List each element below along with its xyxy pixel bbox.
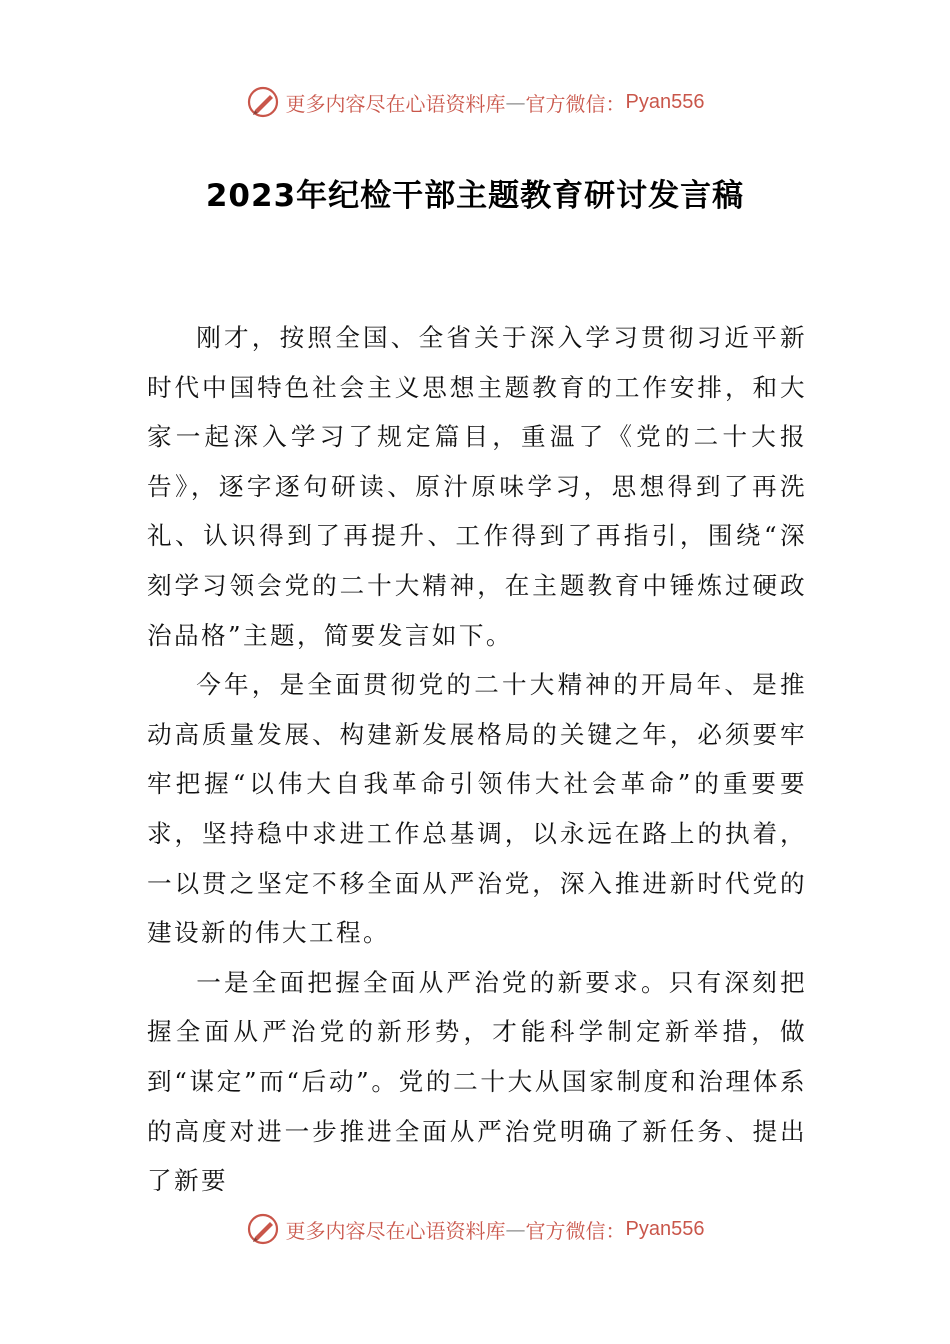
body-paragraph: 刚才，按照全国、全省关于深入学习贯彻习近平新时代中国特色社会主义思想主题教育的工作安排，和大家一起深入学习了规定篇目，重温了《党的二十大报告》，逐字逐句研读、原汁原味学习，思想得到了再洗礼、认识得到了再提升、工作得到了再指引，围绕“深刻学习领会党的二十大精神，在主题教育中锤炼过硬政治品格”主题，简要发言如下。 — [147, 323, 807, 650]
watermark-dash: — — [505, 1217, 526, 1241]
pen-logo-icon — [246, 1212, 280, 1246]
watermark-contact-id: Pyan556 — [625, 90, 705, 113]
body-paragraph: 一是全面把握全面从严治党的新要求。只有深刻把握全面从严治党的新形势，才能科学制定新举措，做到“谋定”而“后动”。党的二十大从国家制度和治理体系的高度对进一步推进全面从严治党明确了新任务、提出了新要 — [147, 967, 807, 1196]
body-paragraph: 今年，是全面贯彻党的二十大精神的开局年、是推动高质量发展、构建新发展格局的关键之年，必须要牢牢把握“以伟大自我革命引领伟大社会革命”的重要要求，坚持稳中求进工作总基调，以永远在路上的执着，一以贯之坚定不移全面从严治党，深入推进新时代党的建设新的伟大工程。 — [147, 670, 807, 948]
watermark-contact-label: 官方微信： — [525, 91, 626, 116]
watermark-text: 更多内容尽在心语资料库 — [285, 91, 506, 116]
document-title: 2023年纪检干部主题教育研讨发言稿 — [205, 178, 745, 214]
watermark-contact-label: 官方微信： — [525, 1218, 626, 1243]
watermark-dash: — — [505, 90, 526, 114]
header-watermark — [0, 82, 950, 122]
pen-logo-icon — [246, 85, 280, 119]
footer-watermark — [0, 1209, 950, 1249]
document-body — [147, 313, 807, 1206]
watermark-text: 更多内容尽在心语资料库 — [285, 1218, 506, 1243]
watermark-contact-id: Pyan556 — [625, 1217, 705, 1240]
